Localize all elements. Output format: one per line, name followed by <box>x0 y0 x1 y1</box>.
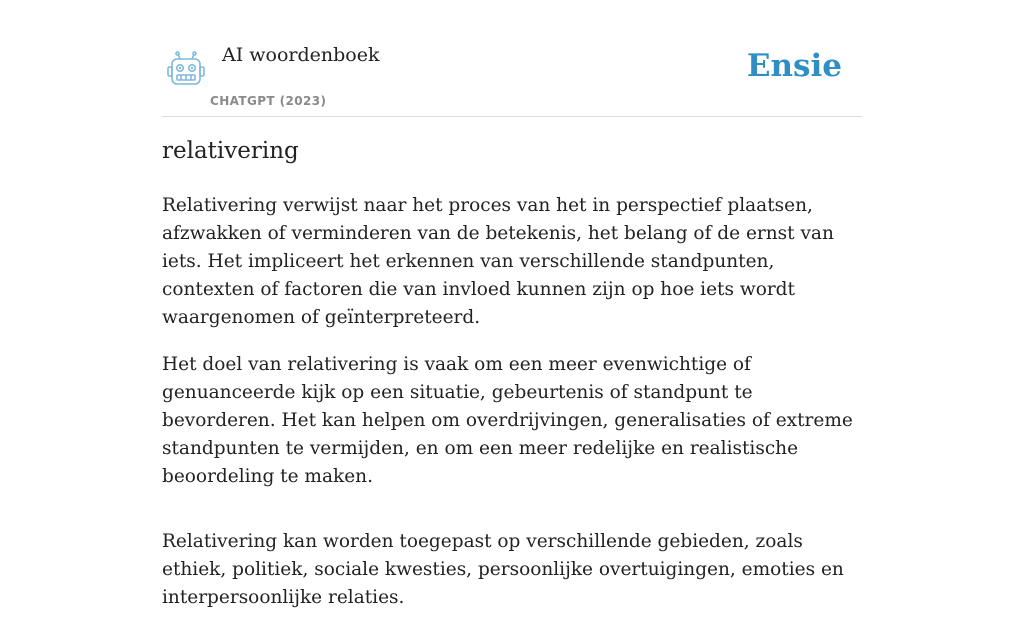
app-title[interactable]: AI woordenboek <box>222 44 380 66</box>
brand-logo[interactable]: Ensie <box>746 48 842 84</box>
definition-paragraph: Relativering verwijst naar het proces van het in perspectief plaatsen, afzwakken of verminderen van de betekenis, het belang of de ernst van iets. Het impliceert het erkennen van verschillende standpunten, contexten of factoren die van invloed kunnen zijn op hoe iets wordt waargenomen of geïnterpreteerd. <box>162 195 834 328</box>
definition <box>162 192 866 631</box>
definition-paragraph: Relativering kan worden toegepast op verschillende gebieden, zoals ethiek, politiek, sociale kwesties, persoonlijke overtuigingen, emoties en interpersoonlijke relaties. <box>162 531 844 608</box>
definition-paragraph: Het doel van relativering is vaak om een meer evenwichtige of genuanceerde kijk op een situatie, gebeurtenis of standpunt te bevorderen. Het kan helpen om overdrijvingen, generalisaties of extreme standpunten te vermijden, en om een meer redelijke en realistische beoordeling te maken. <box>162 354 853 487</box>
source-label: CHATGPT (2023) <box>210 94 327 108</box>
header <box>162 0 862 117</box>
entry-word: relativering <box>162 138 299 164</box>
robot-icon <box>166 50 206 90</box>
